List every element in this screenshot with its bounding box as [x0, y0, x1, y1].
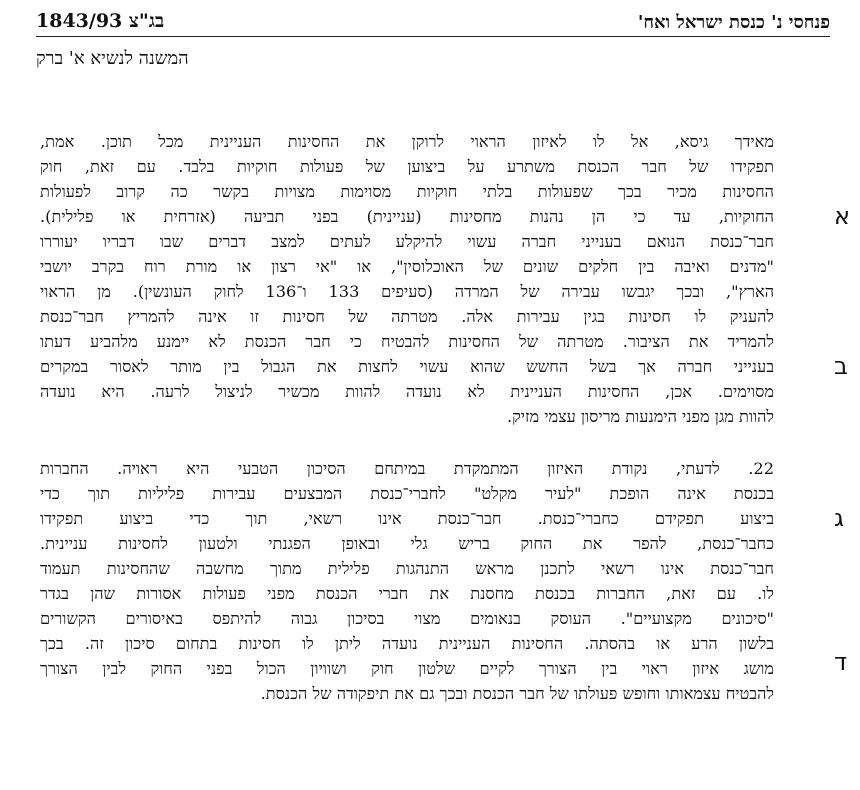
margin-marker-bet: ב	[834, 352, 848, 380]
case-number: בג"צ 1843/93	[36, 10, 165, 32]
text-line: "מדנים ואיבה בין חלקים שונים של האוכלוסין", או "אי רצון או מורת רוח בקרב יושבי	[40, 257, 774, 276]
text-line: מסוימים. אכן, החסינות העניינית לא נועדה להוות מכשיר לניצול לרעה. היא נועדה	[40, 382, 774, 401]
margin-marker-dalet: ד	[834, 648, 848, 676]
text-line: "סיכונים מקצועיים". העוסק בנאומים מצוי בסיכון גבוה להיתפס באיסורים הקשורים	[40, 609, 774, 628]
text-line: תפקידו של חבר הכנסת משתרע על ביצוען של פעולות חוקיות בלבד. עם זאת, חוק	[40, 157, 774, 176]
text-line: הארץ", ובכך יגבשו עבירה של המרדה (סעיפים 133 ו־136 לחוק העונשין). מן הראוי	[40, 282, 774, 301]
judge-line: המשנה לנשיא א' ברק	[36, 48, 189, 69]
text-line: 22. לדעתי, נקודת האיזון המתמקדת במיתחם הסיכון הטבעי היא ראויה. החברות	[40, 459, 774, 478]
text-line: להבטיח עצמאותו וחופש פעולתו של חבר הכנסת ובכך גם את תיפקודה של הכנסת.	[260, 684, 774, 703]
text-line: ביצוע תפקידם כחברי־כנסת. חבר־כנסת אינו רשאי, תוך כדי ביצוע תפקידו	[40, 509, 774, 528]
text-line: בלשון הרע או בהסתה. החסינות העניינית נועדה ליתן לו חסינות בתחום סיכון זה. בכך	[40, 634, 774, 653]
text-line: החוקיות, עד כי הן נהנות מחסינות (עניינית) בפני תביעה (אזרחית או פלילית).	[40, 207, 774, 226]
text-line: בענייני חברה אך בשל החשש שהוא עשוי לחצות את הגבול בין מותר לאסור במקרים	[40, 357, 774, 376]
text-line: כחבר־כנסת, להפר את החוק בריש גלי ובאופן הפגנתי ולטעון לחסינות עניינית.	[40, 534, 774, 553]
text-line: החסינות מכיר בכך שפעולות בלתי חוקיות מסוימות מצויות בקשר כה קרוב לפעולות	[40, 182, 774, 201]
text-line: להוות מגן מפני הימנעות מריסון עצמי מזיק.	[506, 407, 774, 426]
text-line: חבר־כנסת אינו רשאי לתכנן מראש התנהגות פלילית מתוך מחשבה שהחסינות תעמוד	[40, 559, 774, 578]
text-line: להמריד את הציבור. מטרתה של החסינות להבטיח כי חבר הכנסת לא יימנע מלהביע דעתו	[40, 332, 774, 351]
text-line: להעניק לו חסינות בגין עבירות אלה. מטרתה של חסינות זו אינה להמריץ חבר־כנסת	[40, 307, 774, 326]
text-line: חבר־כנסת הנואם בענייני חברה עשוי להיקלע לעתים למצב דברים שבו דבריו יעוררו	[40, 232, 774, 251]
text-line: לו. עם זאת, החברות בכנסת מחסנת את חברי הכנסת מפני פעולות אסורות שהן בגדר	[40, 584, 774, 603]
text-line: מאידך גיסא, אל לו לאיזון הראוי לרוקן את החסינות העניינית מכל תוכן. אמת,	[40, 132, 774, 151]
page-header	[36, 6, 830, 37]
margin-marker-gimel: ג	[834, 504, 844, 532]
text-line: בכנסת אינה הופכת "לעיר מקלט" לחברי־כנסת המבצעים עבירות פליליות תוך כדי	[40, 484, 774, 503]
case-name: פנחסי נ' כנסת ישראל ואח'	[637, 12, 830, 33]
margin-marker-alef: א	[834, 202, 851, 230]
text-line: מושג איזון ראוי בין הצורך לקיים שלטון חוק ושוויון הכול בפני החוק לבין הצורך	[40, 659, 774, 678]
